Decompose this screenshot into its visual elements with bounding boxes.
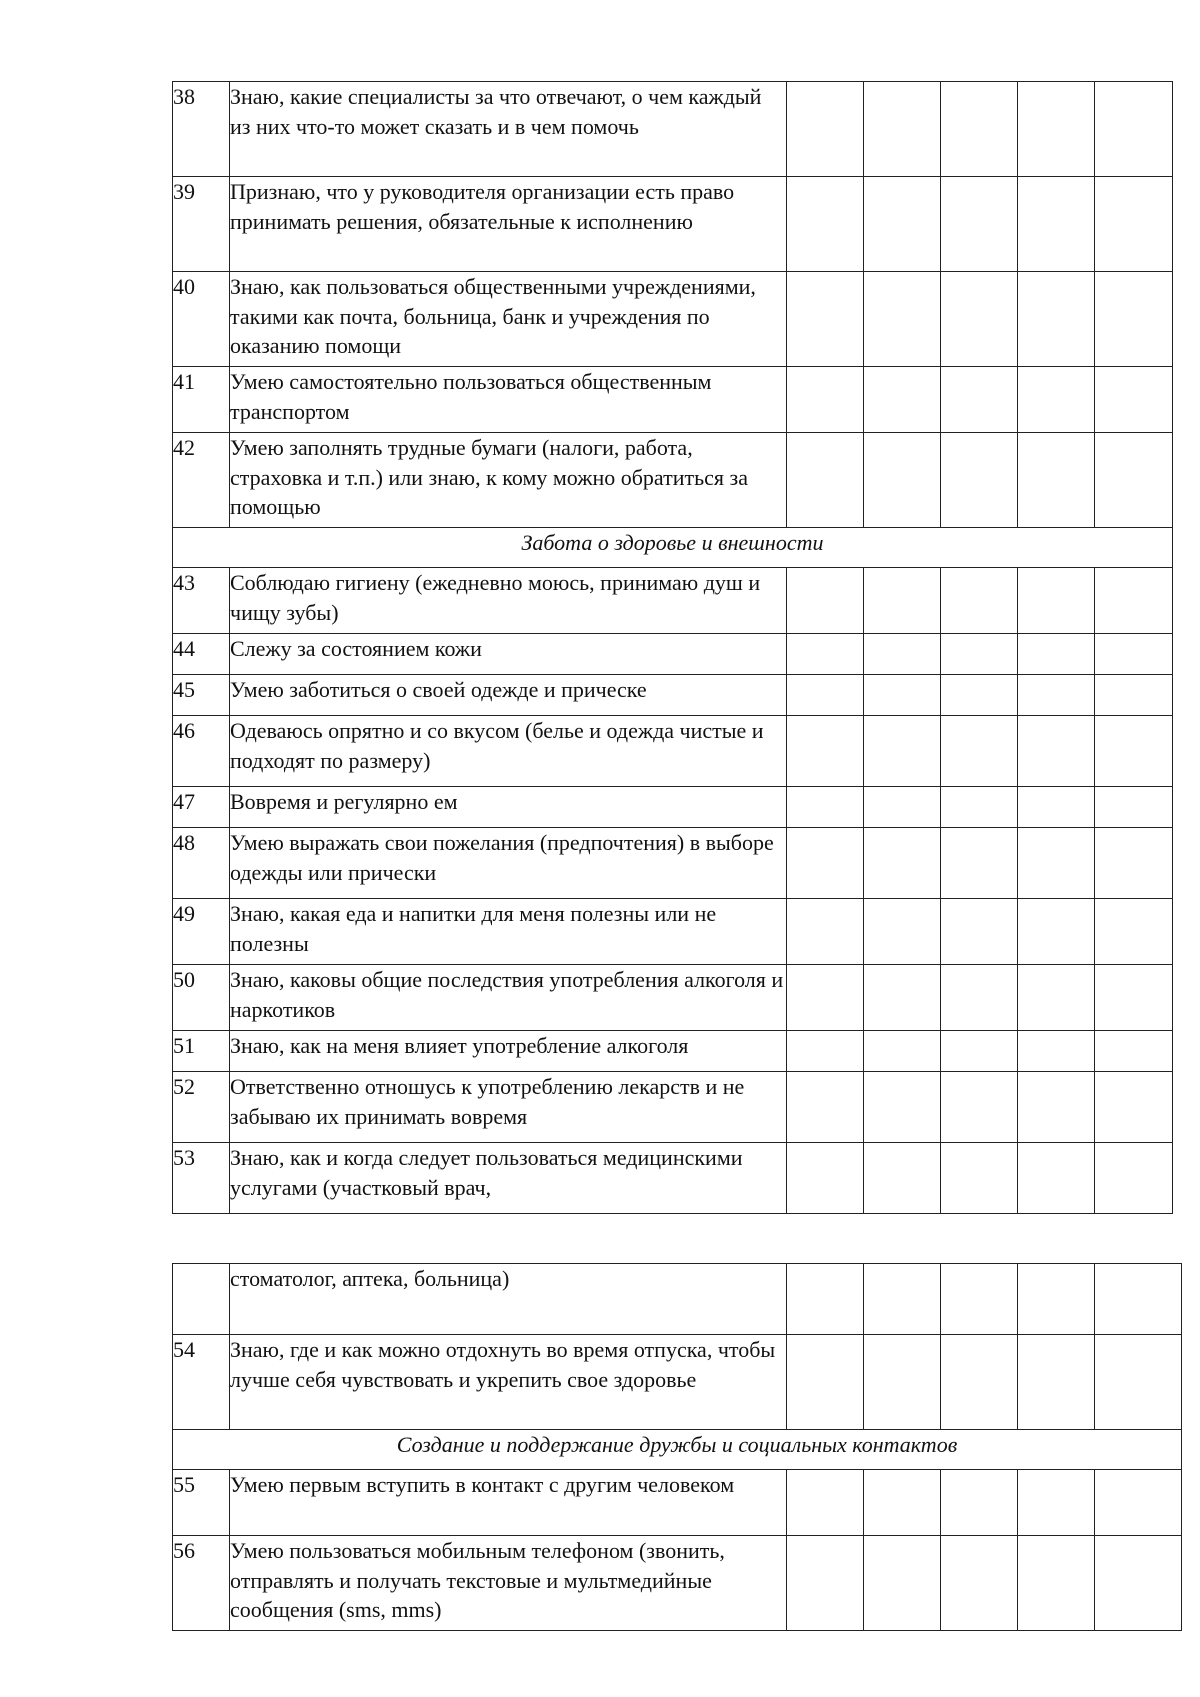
rating-cell-1[interactable] bbox=[787, 272, 864, 367]
table-row bbox=[173, 899, 1173, 965]
item-statement: Умею пользоваться мобильным телефоном (звонить, отправлять и получать текстовые и мультмедийные сообщения (sms, mms) bbox=[230, 1536, 787, 1631]
section-header-row bbox=[173, 528, 1173, 568]
rating-cell-5[interactable] bbox=[1095, 82, 1173, 177]
rating-cell-4[interactable] bbox=[1018, 675, 1095, 716]
rating-cell-1[interactable] bbox=[787, 634, 864, 675]
item-statement: Признаю, что у руководителя организации есть право принимать решения, обязательные к исполнению bbox=[230, 177, 787, 272]
item-number: 45 bbox=[173, 675, 230, 716]
item-statement: Умею заполнять трудные бумаги (налоги, работа, страховка и т.п.) или знаю, к кому можно обратиться за помощью bbox=[230, 433, 787, 528]
table-row bbox=[173, 1335, 1182, 1430]
table-row bbox=[173, 828, 1173, 899]
rating-cell-5[interactable] bbox=[1095, 716, 1173, 787]
rating-cell-3[interactable] bbox=[941, 787, 1018, 828]
item-number: 48 bbox=[173, 828, 230, 899]
rating-cell-4[interactable] bbox=[1018, 1072, 1095, 1143]
item-number bbox=[173, 1264, 230, 1335]
item-statement: стоматолог, аптека, больница) bbox=[230, 1264, 787, 1335]
item-statement: Умею первым вступить в контакт с другим человеком bbox=[230, 1470, 787, 1536]
rating-cell-1[interactable] bbox=[787, 787, 864, 828]
rating-cell-2[interactable] bbox=[864, 1072, 941, 1143]
rating-cell-1[interactable] bbox=[787, 1264, 864, 1335]
rating-cell-1[interactable] bbox=[787, 828, 864, 899]
rating-cell-1[interactable] bbox=[787, 1072, 864, 1143]
rating-cell-4[interactable] bbox=[1018, 716, 1095, 787]
rating-cell-2[interactable] bbox=[864, 675, 941, 716]
rating-cell-1[interactable] bbox=[787, 675, 864, 716]
item-number: 42 bbox=[173, 433, 230, 528]
rating-cell-4[interactable] bbox=[1018, 1264, 1095, 1335]
table-row bbox=[173, 675, 1173, 716]
rating-cell-3[interactable] bbox=[941, 675, 1018, 716]
rating-cell-3[interactable] bbox=[941, 716, 1018, 787]
rating-cell-5[interactable] bbox=[1095, 1264, 1182, 1335]
item-statement: Умею выражать свои пожелания (предпочтения) в выборе одежды или прически bbox=[230, 828, 787, 899]
rating-cell-3[interactable] bbox=[941, 568, 1018, 634]
item-statement: Знаю, как пользоваться общественными учреждениями, такими как почта, больница, банк и учреждения по оказанию помощи bbox=[230, 272, 787, 367]
rating-cell-3[interactable] bbox=[941, 1143, 1018, 1214]
rating-cell-3[interactable] bbox=[941, 433, 1018, 528]
table-row bbox=[173, 1031, 1173, 1072]
section-title: Создание и поддержание дружбы и социальных контактов bbox=[173, 1430, 1182, 1470]
item-statement: Одеваюсь опрятно и со вкусом (белье и одежда чистые и подходят по размеру) bbox=[230, 716, 787, 787]
rating-cell-4[interactable] bbox=[1018, 367, 1095, 433]
rating-cell-2[interactable] bbox=[864, 1143, 941, 1214]
rating-cell-1[interactable] bbox=[787, 82, 864, 177]
rating-cell-4[interactable] bbox=[1018, 177, 1095, 272]
rating-cell-5[interactable] bbox=[1095, 634, 1173, 675]
rating-cell-3[interactable] bbox=[941, 1031, 1018, 1072]
rating-cell-2[interactable] bbox=[864, 1470, 941, 1536]
rating-cell-1[interactable] bbox=[787, 1143, 864, 1214]
item-number: 53 bbox=[173, 1143, 230, 1214]
rating-cell-1[interactable] bbox=[787, 367, 864, 433]
rating-cell-4[interactable] bbox=[1018, 1536, 1095, 1631]
rating-cell-4[interactable] bbox=[1018, 82, 1095, 177]
table-row bbox=[173, 1470, 1182, 1536]
rating-cell-3[interactable] bbox=[941, 899, 1018, 965]
rating-cell-5[interactable] bbox=[1095, 1031, 1173, 1072]
rating-cell-2[interactable] bbox=[864, 1536, 941, 1631]
item-number: 39 bbox=[173, 177, 230, 272]
rating-cell-3[interactable] bbox=[941, 272, 1018, 367]
rating-cell-2[interactable] bbox=[864, 828, 941, 899]
table-row bbox=[173, 634, 1173, 675]
item-number: 41 bbox=[173, 367, 230, 433]
table-row bbox=[173, 716, 1173, 787]
rating-cell-1[interactable] bbox=[787, 716, 864, 787]
rating-cell-2[interactable] bbox=[864, 1335, 941, 1430]
rating-cell-4[interactable] bbox=[1018, 272, 1095, 367]
rating-cell-2[interactable] bbox=[864, 899, 941, 965]
rating-cell-3[interactable] bbox=[941, 1335, 1018, 1430]
rating-cell-1[interactable] bbox=[787, 1536, 864, 1631]
item-number: 44 bbox=[173, 634, 230, 675]
rating-cell-5[interactable] bbox=[1095, 899, 1173, 965]
table-row bbox=[173, 272, 1173, 367]
table-row bbox=[173, 367, 1173, 433]
table-row bbox=[173, 82, 1173, 177]
rating-cell-1[interactable] bbox=[787, 433, 864, 528]
rating-cell-4[interactable] bbox=[1018, 433, 1095, 528]
rating-cell-2[interactable] bbox=[864, 1264, 941, 1335]
rating-cell-5[interactable] bbox=[1095, 965, 1173, 1031]
rating-cell-5[interactable] bbox=[1095, 1072, 1173, 1143]
rating-cell-1[interactable] bbox=[787, 1470, 864, 1536]
rating-cell-4[interactable] bbox=[1018, 828, 1095, 899]
table-row bbox=[173, 433, 1173, 528]
rating-cell-3[interactable] bbox=[941, 367, 1018, 433]
item-number: 49 bbox=[173, 899, 230, 965]
item-number: 40 bbox=[173, 272, 230, 367]
rating-cell-2[interactable] bbox=[864, 634, 941, 675]
rating-cell-4[interactable] bbox=[1018, 787, 1095, 828]
item-statement: Ответственно отношусь к употреблению лекарств и не забываю их принимать вовремя bbox=[230, 1072, 787, 1143]
table-row bbox=[173, 177, 1173, 272]
rating-cell-5[interactable] bbox=[1095, 1143, 1173, 1214]
rating-cell-5[interactable] bbox=[1095, 367, 1173, 433]
rating-cell-2[interactable] bbox=[864, 716, 941, 787]
rating-cell-5[interactable] bbox=[1095, 568, 1173, 634]
rating-cell-2[interactable] bbox=[864, 787, 941, 828]
rating-cell-4[interactable] bbox=[1018, 1335, 1095, 1430]
rating-cell-3[interactable] bbox=[941, 1264, 1018, 1335]
rating-cell-3[interactable] bbox=[941, 634, 1018, 675]
rating-cell-3[interactable] bbox=[941, 828, 1018, 899]
questionnaire-table-2 bbox=[172, 1263, 1182, 1631]
rating-cell-3[interactable] bbox=[941, 1536, 1018, 1631]
item-statement: Слежу за состоянием кожи bbox=[230, 634, 787, 675]
item-number: 50 bbox=[173, 965, 230, 1031]
table-row bbox=[173, 1264, 1182, 1335]
rating-cell-3[interactable] bbox=[941, 82, 1018, 177]
item-number: 43 bbox=[173, 568, 230, 634]
rating-cell-1[interactable] bbox=[787, 1031, 864, 1072]
rating-cell-2[interactable] bbox=[864, 1031, 941, 1072]
item-number: 47 bbox=[173, 787, 230, 828]
item-statement: Знаю, как и когда следует пользоваться медицинскими услугами (участковый врач, bbox=[230, 1143, 787, 1214]
item-statement: Знаю, какие специалисты за что отвечают, о чем каждый из них что-то может сказать и в чем помочь bbox=[230, 82, 787, 177]
rating-cell-3[interactable] bbox=[941, 177, 1018, 272]
rating-cell-5[interactable] bbox=[1095, 177, 1173, 272]
rating-cell-3[interactable] bbox=[941, 1072, 1018, 1143]
rating-cell-5[interactable] bbox=[1095, 828, 1173, 899]
rating-cell-1[interactable] bbox=[787, 1335, 864, 1430]
rating-cell-2[interactable] bbox=[864, 568, 941, 634]
rating-cell-2[interactable] bbox=[864, 965, 941, 1031]
rating-cell-5[interactable] bbox=[1095, 1470, 1182, 1536]
rating-cell-2[interactable] bbox=[864, 177, 941, 272]
rating-cell-4[interactable] bbox=[1018, 899, 1095, 965]
item-statement: Умею заботиться о своей одежде и прическе bbox=[230, 675, 787, 716]
item-statement: Знаю, как на меня влияет употребление алкоголя bbox=[230, 1031, 787, 1072]
section-header-row bbox=[173, 1430, 1182, 1470]
item-number: 38 bbox=[173, 82, 230, 177]
rating-cell-5[interactable] bbox=[1095, 787, 1173, 828]
table-row bbox=[173, 1536, 1182, 1631]
item-statement: Знаю, какая еда и напитки для меня полезны или не полезны bbox=[230, 899, 787, 965]
rating-cell-5[interactable] bbox=[1095, 1536, 1182, 1631]
rating-cell-2[interactable] bbox=[864, 82, 941, 177]
item-number: 52 bbox=[173, 1072, 230, 1143]
rating-cell-4[interactable] bbox=[1018, 1470, 1095, 1536]
rating-cell-4[interactable] bbox=[1018, 568, 1095, 634]
table-row bbox=[173, 568, 1173, 634]
item-statement: Умею самостоятельно пользоваться общественным транспортом bbox=[230, 367, 787, 433]
item-statement: Знаю, каковы общие последствия употребления алкоголя и наркотиков bbox=[230, 965, 787, 1031]
item-number: 46 bbox=[173, 716, 230, 787]
table-row bbox=[173, 1143, 1173, 1214]
section-title: Забота о здоровье и внешности bbox=[173, 528, 1173, 568]
rating-cell-2[interactable] bbox=[864, 367, 941, 433]
rating-cell-4[interactable] bbox=[1018, 634, 1095, 675]
rating-cell-4[interactable] bbox=[1018, 965, 1095, 1031]
item-number: 54 bbox=[173, 1335, 230, 1430]
item-statement: Знаю, где и как можно отдохнуть во время отпуска, чтобы лучше себя чувствовать и укрепить свое здоровье bbox=[230, 1335, 787, 1430]
rating-cell-1[interactable] bbox=[787, 177, 864, 272]
questionnaire-table-1 bbox=[172, 81, 1173, 1214]
rating-cell-5[interactable] bbox=[1095, 272, 1173, 367]
item-statement: Соблюдаю гигиену (ежедневно моюсь, принимаю душ и чищу зубы) bbox=[230, 568, 787, 634]
rating-cell-2[interactable] bbox=[864, 272, 941, 367]
item-number: 51 bbox=[173, 1031, 230, 1072]
item-number: 56 bbox=[173, 1536, 230, 1631]
rating-cell-5[interactable] bbox=[1095, 675, 1173, 716]
item-statement: Вовремя и регулярно ем bbox=[230, 787, 787, 828]
rating-cell-3[interactable] bbox=[941, 1470, 1018, 1536]
rating-cell-1[interactable] bbox=[787, 899, 864, 965]
rating-cell-1[interactable] bbox=[787, 965, 864, 1031]
rating-cell-2[interactable] bbox=[864, 433, 941, 528]
rating-cell-4[interactable] bbox=[1018, 1031, 1095, 1072]
table-row bbox=[173, 1072, 1173, 1143]
rating-cell-5[interactable] bbox=[1095, 433, 1173, 528]
rating-cell-1[interactable] bbox=[787, 568, 864, 634]
table-row bbox=[173, 787, 1173, 828]
rating-cell-3[interactable] bbox=[941, 965, 1018, 1031]
rating-cell-4[interactable] bbox=[1018, 1143, 1095, 1214]
table-row bbox=[173, 965, 1173, 1031]
rating-cell-5[interactable] bbox=[1095, 1335, 1182, 1430]
item-number: 55 bbox=[173, 1470, 230, 1536]
